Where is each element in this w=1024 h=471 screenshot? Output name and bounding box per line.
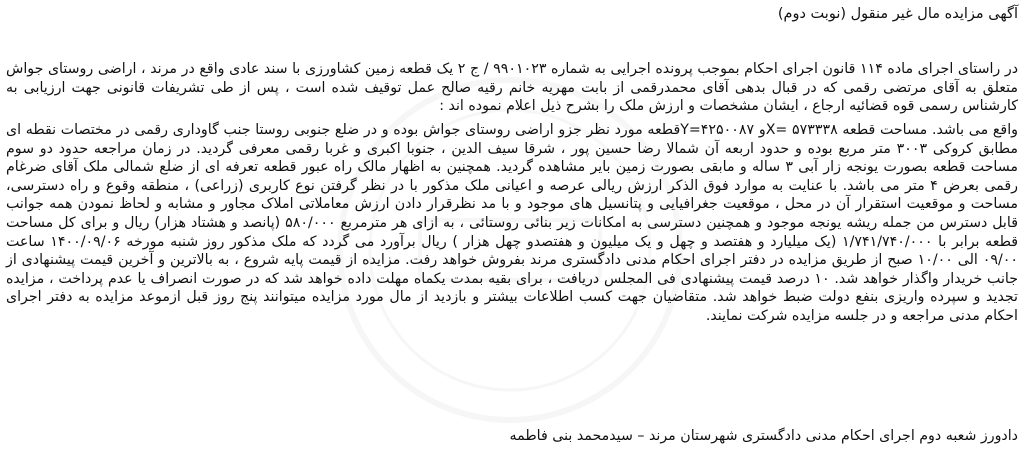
notice-paragraph-intro: در راستای اجرای ماده ۱۱۴ قانون اجرای احکام بموجب پرونده اجرایی به شماره ۹۹۰۱۰۲۳ / ج ۲ یک قطعه زمین کشاورزی با سند عادی واقع در مرند ، اراضی روستای جواش متعلق به آقای مرتضی رقمی که در قبال بدهی آقای محمدرقمی از بابت مهریه خانم رقیه صالح عمل توقیف شده است ، پس از طی تشریفات قانونی جهت ارزیابی به کارشناس رسمی قوه قضائیه ارجاع ، ایشان مشخصات و ارزش ملک را بشرح ذیل اعلام نموده اند : — [6, 61, 1019, 115]
notice-signature: دادورز شعبه دوم اجرای احکام مدنی دادگستری شهرستان مرند – سیدمحمد بنی فاطمه — [509, 428, 1018, 444]
notice-title: آگهی مزایده مال غیر منقول (نوبت دوم) — [777, 6, 1018, 22]
notice-paragraph-details: واقع می باشد. مساحت قطعه ۵۷۳۳۳۸ =Xو ۴۲۵۰۰۸۷=Yقطعه مورد نظر جزو اراضی روستای جواش بوده و در ضلع جنوبی روستا جنب گاوداری رقمی در مختصات نقطه ای مطابق کروکی ۳۰۰۳ متر مربع بوده و حدود اربعه آن شمالا رضا حسین پور ، شرقا سیف الدین ، جنوبا اکبری و غربا رقمی معرفی گردید. در زمان مراجعه حدود دو سوم مساحت قطعه بصورت یونجه زار آبی ۳ ساله و مابقی بصورت زمین بایر مشاهده گردید. همچنین به اظهار مالک راه عبور قطعه تعرفه ای از ضلع شمالی ملک آقای ضرغام رقمی بعرض ۴ متر می باشد. با عنایت به موارد فوق الذکر ارزش ریالی عرصه و اعیانی ملک مذکور با در نظر گرفتن نوع کاربری (زراعی) ، منطقه وقوع و راه دسترسی، مساحت و موقعیت استقرار آن در محل ، موقعیت جغرافیایی و پتانسیل های موجود و با مد نظرقرار دادن ارزش معاملاتی املاک مجاور و مشابه و لحاظ نمودن همه جوانب قابل دسترس من جمله ریشه یونجه موجود و همچنین دسترسی به امکانات زیر بنائی روستائی ، به ازای هر مترمربع ۵۸۰/۰۰۰ (پانصد و هشتاد هزار) ریال و برای کل مساحت قطعه برابر با ۱/۷۴۱/۷۴۰/۰۰۰ (یک میلیارد و هفتصد و چهل و یک میلیون و هفتصدو چهل هزار ) ریال برآورد می گردد که ملک مذکور روز شنبه مورخه ۱۴۰۰/۰۹/۰۶ ساعت ۰۹/۰۰ الی ۱۰/۰۰ صبح از طریق مزایده در دفتر اجرای احکام مدنی دادگستری مرند بفروش خواهد رفت. مزایده از قیمت پایه شروع ، به بالاترین و آخرین قیمت پیشنهادی از جانب خریدار واگذار خواهد شد. ۱۰ درصد قیمت پیشنهادی فی المجلس دریافت ، برای بقیه بمدت یکماه مهلت داده خواهد شد که در صورت انصراف یا عدم پرداخت ، مزایده تجدید و سپرده واریزی بنفع دولت ضبط خواهد شد. متقاضیان جهت کسب اطلاعات بیشتر و بازدید از مال مورد مزایده میتوانند پنج روز قبل ازموعد مزایده به دفتر اجرای احکام مدنی مراجعه و در جلسه مزایده شرکت نمایند. — [6, 122, 1019, 324]
